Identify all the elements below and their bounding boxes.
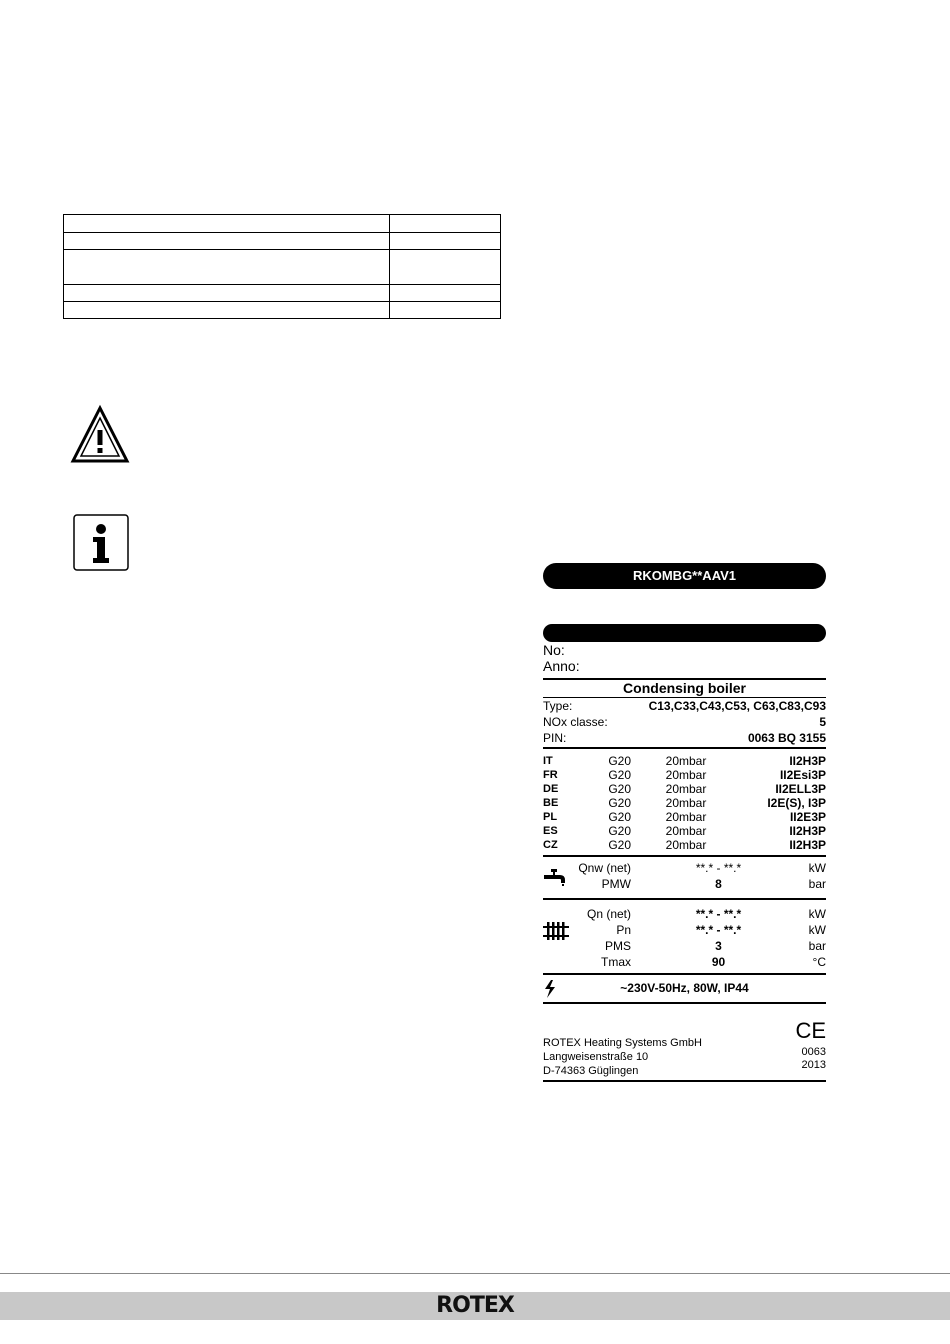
gas-pressure: 20mbar — [665, 782, 707, 796]
manufacturer-street: Langweisenstraße 10 — [543, 1051, 649, 1063]
info-icon — [73, 514, 129, 571]
gas-pressure: 20mbar — [665, 838, 707, 852]
param-value: **.* - **.* — [695, 861, 742, 875]
appliance-category: II2H3P — [789, 838, 826, 852]
gas-pressure: 20mbar — [665, 824, 707, 838]
manufacturer-block — [543, 1018, 826, 1078]
manufacturer-city: D-74363 Güglingen — [543, 1065, 639, 1077]
param-label: PMS — [604, 939, 631, 953]
appliance-category: I2E(S), I3P — [767, 796, 826, 810]
manufacturer-name: ROTEX Heating Systems GmbH — [543, 1037, 702, 1049]
param-label: PMW — [601, 877, 631, 891]
year-label: Anno: — [543, 658, 580, 674]
footer-rule — [0, 1273, 950, 1274]
gas-row — [543, 782, 826, 796]
warning-triangle-icon — [70, 404, 130, 464]
plate-header-bar — [543, 624, 826, 642]
gas-type: G20 — [608, 838, 631, 852]
gas-row — [543, 754, 826, 768]
param-value: 90 — [711, 955, 726, 969]
gas-row — [543, 824, 826, 838]
rotex-logo: ROTEX — [436, 1293, 514, 1318]
param-label: Qn (net) — [586, 907, 631, 921]
dhw-row — [543, 860, 826, 876]
param-unit: kW — [808, 923, 826, 937]
ce-mark: CE — [795, 1018, 826, 1043]
gas-pressure: 20mbar — [665, 754, 707, 768]
param-value: 3 — [715, 939, 722, 953]
param-unit: kW — [808, 907, 826, 921]
pin-row — [543, 730, 826, 746]
rating-plate — [543, 624, 826, 1082]
blank-table — [63, 214, 501, 319]
type-value: C13,C33,C43,C53, C63,C83,C93 — [648, 699, 826, 713]
gas-type: G20 — [608, 782, 631, 796]
certification-year: 2013 — [801, 1059, 826, 1071]
type-row — [543, 698, 826, 714]
nox-value: 5 — [819, 715, 826, 729]
serial-section — [543, 642, 826, 674]
plate-title: Condensing boiler — [623, 680, 746, 696]
electrical-spec: ~230V-50Hz, 80W, IP44 — [620, 981, 749, 995]
dhw-row — [543, 876, 826, 892]
type-label: Type: — [543, 699, 573, 713]
country-code: IT — [543, 755, 553, 767]
appliance-category: II2ELL3P — [775, 782, 826, 796]
heating-row — [543, 922, 826, 938]
serial-no-label: No: — [543, 642, 565, 658]
notified-body: 0063 — [801, 1046, 826, 1058]
electrical-row — [543, 975, 826, 1002]
appliance-category: II2H3P — [789, 824, 826, 838]
gas-table — [543, 754, 826, 852]
param-label: Qnw (net) — [578, 861, 631, 875]
lightning-icon — [543, 980, 557, 998]
param-unit: kW — [808, 861, 826, 875]
param-unit: °C — [812, 955, 826, 969]
country-code: ES — [543, 825, 558, 837]
heating-row — [543, 938, 826, 954]
table-row — [64, 215, 501, 233]
param-value: 8 — [715, 877, 722, 891]
gas-pressure: 20mbar — [665, 810, 707, 824]
gas-row — [543, 796, 826, 810]
country-code: FR — [543, 769, 558, 781]
country-code: BE — [543, 797, 559, 809]
gas-row — [543, 768, 826, 782]
gas-type: G20 — [608, 796, 631, 810]
appliance-category: II2Esi3P — [779, 768, 826, 782]
gas-type: G20 — [608, 810, 631, 824]
table-row — [64, 250, 501, 285]
country-code: DE — [543, 783, 559, 795]
param-unit: bar — [808, 939, 826, 953]
param-label: Tmax — [601, 955, 631, 969]
gas-row — [543, 810, 826, 824]
nox-label: NOx classe: — [543, 715, 608, 729]
table-row — [64, 233, 501, 250]
dhw-block — [543, 860, 826, 892]
param-unit: bar — [808, 877, 826, 891]
country-code: CZ — [543, 839, 558, 851]
gas-type: G20 — [608, 768, 631, 782]
gas-type: G20 — [608, 824, 631, 838]
table-row — [64, 285, 501, 302]
param-value: **.* - **.* — [695, 923, 742, 937]
param-value: **.* - **.* — [695, 907, 742, 921]
heating-row — [543, 954, 826, 970]
gas-type: G20 — [608, 754, 631, 768]
pin-label: PIN: — [543, 731, 567, 745]
gas-pressure: 20mbar — [665, 796, 707, 810]
heating-row — [543, 906, 826, 922]
country-code: PL — [543, 811, 558, 823]
appliance-category: II2H3P — [789, 754, 826, 768]
nox-row — [543, 714, 826, 730]
pin-value: 0063 BQ 3155 — [747, 731, 826, 745]
gas-pressure: 20mbar — [665, 768, 707, 782]
radiator-icon — [543, 922, 569, 940]
model-label: RKOMBG**AAV1 — [543, 563, 826, 589]
param-label: Pn — [616, 923, 631, 937]
appliance-category: II2E3P — [789, 810, 826, 824]
table-row — [64, 302, 501, 319]
water-tap-icon — [543, 868, 567, 886]
gas-row — [543, 838, 826, 852]
heating-block — [543, 906, 826, 970]
